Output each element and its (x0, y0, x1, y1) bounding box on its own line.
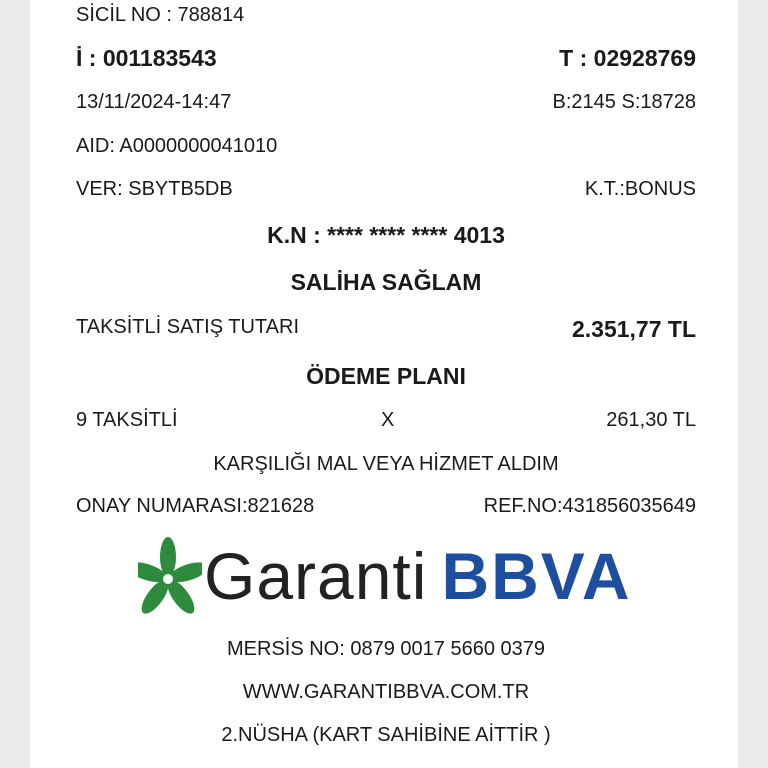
copy-note-row (76, 720, 696, 750)
version-value: VER: SBYTB5DB (76, 178, 233, 200)
website-row (76, 677, 696, 707)
sicil-row (76, 0, 696, 30)
payment-plan-title: ÖDEME PLANI (306, 363, 466, 389)
mersis-number: MERSİS NO: 0879 0017 5660 0379 (227, 638, 545, 660)
installment-amount: 261,30 TL (606, 409, 696, 431)
website-text: WWW.GARANTIBBVA.COM.TR (242, 681, 530, 703)
terminal-i: İ : 001183543 (76, 45, 217, 71)
terminal-t: T : 02928769 (559, 45, 696, 71)
acknowledgement-text: KARŞILIĞI MAL VEYA HİZMET ALDIM (213, 453, 559, 475)
clover-leaf-icon (138, 534, 202, 624)
terminal-row (76, 43, 696, 73)
datetime-row (76, 87, 696, 117)
approval-number: ONAY NUMARASI:821628 (76, 495, 315, 517)
logo-bbva: BBVA (441, 539, 632, 613)
reference-number: REF.NO:431856035649 (483, 495, 696, 517)
card-number-row (76, 220, 696, 250)
amount-label: TAKSİTLİ SATIŞ TUTARI (76, 316, 299, 338)
amount-value: 2.351,77 TL (571, 316, 696, 342)
sicil-number: SİCİL NO : 788814 (76, 4, 245, 26)
plan-title-row (76, 361, 696, 391)
garanti-bbva-logo (138, 534, 638, 624)
acknowledgement-row (76, 449, 696, 479)
logo-wordmark (204, 536, 632, 616)
card-type: K.T.:BONUS (584, 178, 696, 200)
installment-count: 9 TAKSİTLİ (76, 409, 178, 431)
logo-garanti: Garanti (204, 539, 428, 613)
copy-note: 2.NÜSHA (KART SAHİBİNE AİTTİR ) (221, 724, 551, 746)
transaction-datetime: 13/11/2024-14:47 (76, 91, 232, 113)
version-row (76, 174, 696, 204)
aid-value: AID: A0000000041010 (76, 135, 278, 157)
amount-row (76, 312, 696, 342)
aid-row (76, 131, 696, 161)
card-number: K.N : **** **** **** 4013 (267, 222, 505, 248)
approval-row (76, 491, 696, 521)
batch-sequence: B:2145 S:18728 (552, 91, 696, 113)
mersis-row (76, 634, 696, 664)
cardholder-row (76, 267, 696, 297)
installment-row (76, 405, 696, 435)
cardholder-name: SALİHA SAĞLAM (290, 269, 482, 295)
multiply-sign: X (381, 409, 395, 431)
